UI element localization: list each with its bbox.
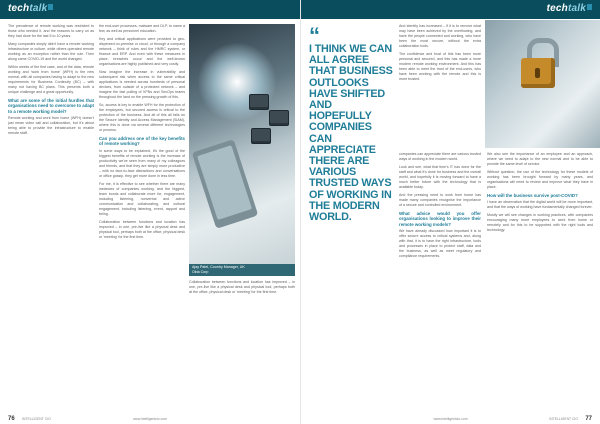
paragraph: We have already discussed how important it is to offer secure access to critical systems and, along with that, it is to have the right infrastructure, tools and processes in place to protect staff, data and the business, as well as meet regulatory and compliance requirements. bbox=[399, 229, 481, 259]
paragraph: So, access is key to enable WFH for the protection of the employees, but secured access is critical to the protection of the business. And all of this all falls on the Secure Identity and Access Management (SIAM), where this is done via several different technologies or process. bbox=[99, 103, 185, 132]
section-heading: Can you address one of the key benefits of remote working? bbox=[99, 136, 185, 147]
issue-label: INTELLIGENT CIO bbox=[22, 417, 51, 421]
site-url[interactable]: www.intelligentcio.com bbox=[132, 417, 168, 421]
logo-text-b: talk bbox=[567, 3, 586, 14]
paragraph: companies can appreciate there are various trusted ways of working in the modern world. bbox=[399, 152, 481, 161]
header-band bbox=[301, 0, 600, 19]
techtalk-logo bbox=[547, 3, 592, 14]
paragraph: Without question, the use of the technology for these models of working has been brought forward by many years, and organisations will need to review and improve what they have in place. bbox=[487, 170, 593, 189]
paragraph: Many companies simply didn't have a remote working infrastructure or culture, while others operated remote working as an exception rather than the rule. Then along came COVID-19 and the world changed. bbox=[8, 42, 94, 61]
left-footer bbox=[0, 414, 300, 422]
logo-text-a: tech bbox=[546, 3, 568, 14]
paragraph: Now imagine the increase in vulnerability and subsequent risk when access to the same critical applications is needed across hundreds of personal devices, from outside of a protected network – and imagine the fast pulling of VPNs and SecOps teams throughout the land on the pressing growth of this. bbox=[99, 70, 185, 99]
issue-label: INTELLIGENT CIO bbox=[549, 417, 578, 421]
section-heading: How will the business survive post-COVID? bbox=[487, 193, 578, 198]
paragraph: For me, it is effective to see whether there are many instances of companies working, and the biggest, team bonds and collaborate more for, engagement, including listening, nonverbal and active communication and collaborating, and cultural engagement, including listening, event, rapport and being. bbox=[99, 181, 185, 216]
right-column-2 bbox=[399, 24, 481, 85]
right-footer bbox=[301, 414, 600, 422]
paragraph: And the pressing need to work from home has made many companies recognise the importance of a secure and controlled environment. bbox=[399, 193, 481, 207]
right-column-4 bbox=[487, 152, 593, 236]
paragraph: The confidence and trust of this has been more personal and secured, and this has made a more modern remote working environment. And this has been able to meet the trust of the end-users, who have been working with the remote and this is more trusted. bbox=[399, 52, 481, 81]
paragraph: Collaboration between functions and location has improved – in one, pre-live like a physical desk and physical tool, perhaps both at the office, physical desk or 'meeting' for the first time. bbox=[189, 280, 295, 294]
section-heading: What are some of the initial hurdles that organisations need to overcome to adapt to a remote working model? bbox=[8, 98, 94, 114]
paragraph: I have an observation that the digital world will be more important, and that the ways of working have fundamentally changed forever. bbox=[487, 200, 593, 210]
left-column-3 bbox=[189, 280, 295, 298]
paragraph: The prevalence of remote working was restricted to those who needed it, and the reasons to carry on as they had done for the last 5 to 10 years. bbox=[8, 24, 94, 38]
right-page bbox=[300, 0, 600, 424]
section-heading: What advice would you offer organisations looking to improve their remote working models? bbox=[399, 211, 481, 227]
paragraph: And identity has increased – if it is to remove what may have been achieved by the overflowing, and have the people connected and working, who have been the most secure, without the extra collaboration tools. bbox=[399, 24, 481, 48]
page-number: 76 bbox=[8, 416, 15, 422]
logo-text-a: tech bbox=[8, 3, 30, 14]
left-column-2 bbox=[99, 24, 185, 243]
keyboard-key bbox=[269, 110, 289, 126]
caption-role: Okta Corp bbox=[192, 269, 209, 274]
paragraph: We also see the importance of an employee and an approach, where we need to adapt to the new normal and to be able to provide the same level of service. bbox=[487, 152, 593, 166]
pull-quote-text: I THINK WE CAN ALL AGREE THAT BUSINESS OUTLOOKS HAVE SHIFTED AND HOPEFULLY COMPANIES CAN APPRECIATE THERE ARE VARIOUS TRUSTED WAYS OF WORKING IN THE MODERN WORLD. bbox=[309, 43, 393, 224]
paragraph: Within weeks of the first case, and of the data, remote working and 'work from home' (WFH) is the new normal, with all companies having to adapt to the new requirements for Business Continuity (BC) – with many not having BC plans. This presents both a unique challenge and a great opportunity. bbox=[8, 65, 94, 94]
keyboard-key bbox=[251, 128, 271, 144]
padlock-photo bbox=[485, 20, 600, 148]
keyhole bbox=[535, 68, 540, 78]
paragraph: In some ways to be explained, it's the good of the biggest benefits of remote working is the increase of productivity we've seen from many of my colleagues and friends, and that they are simply more productive – with no face-to-face distractions and conversations or office gossip, they get more done in less time. bbox=[99, 148, 185, 178]
phone-image bbox=[192, 139, 259, 229]
header-band bbox=[0, 0, 300, 19]
pull-quote bbox=[309, 23, 395, 224]
caption-name: Ajay Patel, Country Manager, UK bbox=[192, 265, 245, 269]
paragraph: Key and critical applications were provided to geo-dispersed on-premise or cloud, or through a company network – think of rules and the HMRC system, or finance and ERP. And even with these measures in place, breaches occur and the well-known organisations are highly published and very costly. bbox=[99, 37, 185, 66]
portrait-photo bbox=[189, 24, 295, 264]
phone-screen bbox=[197, 145, 252, 220]
paragraph: the end-user processes, malware and DLP, to name a few, as well as personnel education. bbox=[99, 24, 185, 33]
photo-caption bbox=[189, 264, 295, 276]
techtalk-logo bbox=[8, 3, 53, 14]
paragraph: Look and see, what that time's IT has done for the staff and what it's done for business and the overall world, and hopefully it is moving forward to have a much better future with the technology that is available today. bbox=[399, 165, 481, 189]
paragraph: Mostly we will see changes in working practices, with companies encouraging many more employees to work from home or remotely and for this to be supported with the right tools and technology. bbox=[487, 213, 593, 233]
paragraph: Remote working and work from home (WFH) doesn't just mean video call and collaboration, but it's about being able to provide the infrastructure to enable remote staff. bbox=[8, 116, 94, 136]
paragraph: Collaboration between functions and location has improved – in one, pre-live like a physical desk and physical tool, perhaps both at the office, physical desk or 'meeting' for the first time. bbox=[99, 219, 185, 239]
keyboard-key bbox=[249, 94, 269, 110]
site-url[interactable]: www.intelligentcio.com bbox=[433, 417, 468, 421]
logo-mark-icon bbox=[48, 4, 53, 10]
quote-mark-icon: “ bbox=[309, 23, 320, 48]
logo-text-b: talk bbox=[29, 3, 48, 14]
padlock-icon bbox=[521, 58, 555, 88]
logo-mark-icon bbox=[587, 4, 592, 10]
light-glow bbox=[197, 42, 277, 122]
right-column-3 bbox=[399, 152, 481, 262]
page-number: 77 bbox=[585, 416, 592, 422]
left-column-1 bbox=[8, 24, 94, 139]
